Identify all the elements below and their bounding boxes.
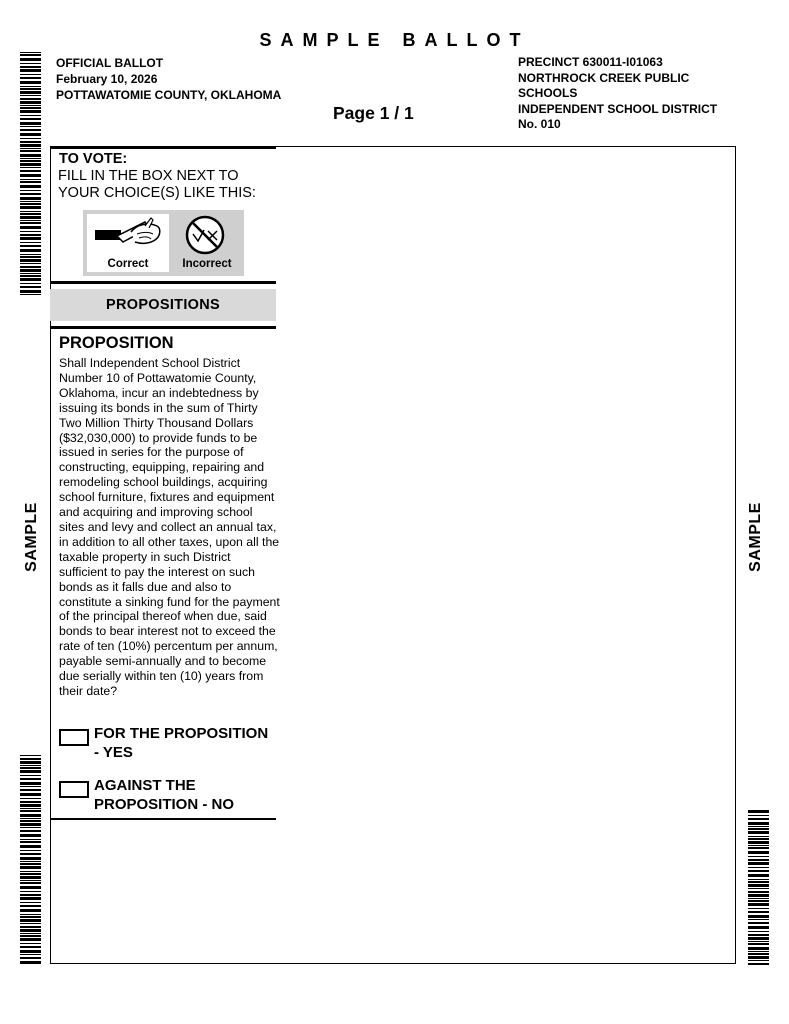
barcode-bar (748, 915, 769, 918)
barcode-bar (20, 923, 41, 924)
barcode-bar (20, 249, 41, 252)
barcode-bar (20, 804, 41, 807)
correct-label: Correct (107, 258, 149, 270)
barcode-bar (748, 856, 769, 857)
barcode-bar (20, 919, 41, 922)
district-name-line2: SCHOOLS (518, 86, 578, 101)
barcode-bar (748, 822, 769, 825)
contest-end-rule (50, 818, 276, 820)
vote-box-no[interactable] (59, 781, 89, 798)
barcode-bar (748, 908, 769, 909)
barcode-bar (748, 934, 769, 936)
barcode-bar (748, 818, 769, 820)
barcode-bar (20, 909, 41, 912)
barcode-bar (748, 867, 769, 868)
barcode-bar (20, 755, 41, 756)
barcode-bar (748, 903, 769, 906)
barcode-bar (20, 857, 41, 860)
barcode-bar (748, 956, 769, 959)
barcode-bar (20, 810, 41, 812)
barcode-bar (20, 222, 41, 224)
barcode-bar (20, 294, 41, 295)
barcode-bar (748, 900, 769, 902)
barcode-bar (20, 141, 41, 143)
barcode-bar (20, 101, 41, 104)
barcode-bar (748, 919, 769, 920)
barcode-bar (20, 197, 41, 200)
barcode-bar (20, 148, 41, 149)
barcode-bar (20, 69, 41, 72)
barcode-bar (20, 866, 41, 869)
barcode-bar (20, 193, 41, 195)
barcode-bar (20, 820, 41, 822)
barcode-bar (20, 761, 41, 764)
page-number: Page 1 / 1 (333, 103, 414, 123)
county-label: POTTAWATOMIE COUNTY, OKLAHOMA (56, 88, 282, 102)
barcode-bar (20, 74, 41, 75)
barcode-bar (20, 170, 41, 172)
barcode-bar (20, 801, 41, 803)
barcode-bar (20, 897, 41, 900)
barcode-bar (20, 118, 41, 120)
barcode-bar (20, 206, 41, 209)
prohibited-check-icon (173, 214, 241, 258)
barcode-bar (20, 853, 41, 855)
section-header: PROPOSITIONS (50, 289, 276, 321)
barcode-bar (20, 52, 41, 53)
barcode-bar (20, 63, 41, 64)
barcode-bar (748, 953, 769, 955)
barcode-bar (748, 941, 769, 942)
barcode-bar (20, 873, 41, 875)
barcode-bar (20, 122, 41, 125)
barcode-bar (20, 226, 41, 229)
column-top-rule (50, 146, 276, 149)
barcode-bar (20, 778, 41, 780)
barcode-bar (20, 789, 41, 791)
barcode-bar (20, 126, 41, 127)
barcode-bar (20, 154, 41, 157)
barcode-bottom-left (20, 755, 41, 966)
barcode-bar (748, 881, 769, 883)
barcode-bar (20, 160, 41, 162)
barcode-bar (748, 874, 769, 877)
barcode-bar (20, 107, 41, 109)
barcode-bar (20, 861, 41, 862)
barcode-bar (20, 110, 41, 113)
barcode-bar (20, 254, 41, 255)
barcode-bar (20, 174, 41, 177)
barcode-bar (20, 242, 41, 243)
barcode-bar (20, 882, 41, 884)
barcode-bar (20, 830, 41, 832)
barcode-bar (20, 758, 41, 760)
barcode-bar (20, 185, 41, 188)
barcode-bar (20, 105, 41, 106)
barcode-bar (20, 286, 41, 288)
barcode-bar (20, 115, 41, 116)
barcode-bar (20, 129, 41, 131)
barcode-bar (20, 66, 41, 68)
barcode-bar (20, 902, 41, 903)
barcode-bar (748, 911, 769, 913)
barcode-bar (20, 203, 41, 205)
barcode-bar (20, 98, 41, 100)
barcode-bar (748, 879, 769, 880)
barcode-bar (20, 237, 41, 240)
instructions-heading: TO VOTE: (59, 151, 128, 167)
barcode-bar (20, 818, 41, 819)
side-label-right: SAMPLE (747, 502, 764, 572)
barcode-bar (748, 891, 769, 893)
barcode-bar (20, 880, 41, 881)
barcode-bar (20, 91, 41, 94)
district-name-line3: INDEPENDENT SCHOOL DISTRICT (518, 101, 718, 116)
barcode-bar (748, 884, 769, 887)
barcode-bar (748, 931, 769, 932)
barcode-bar (20, 77, 41, 79)
barcode-bar (20, 266, 41, 268)
barcode-bar (20, 894, 41, 896)
barcode-bar (748, 815, 769, 816)
barcode-bar (20, 891, 41, 892)
side-label-left: SAMPLE (23, 502, 40, 572)
vote-box-yes[interactable] (59, 729, 89, 746)
barcode-bar (748, 847, 769, 849)
barcode-bar (20, 211, 41, 212)
barcode-bar (20, 81, 41, 84)
barcode-bar (748, 937, 769, 940)
official-ballot-label: OFFICIAL BALLOT (56, 56, 164, 70)
barcode-bar (20, 86, 41, 87)
barcode-bar (20, 914, 41, 915)
barcode-bar (20, 834, 41, 837)
barcode-bar (20, 850, 41, 851)
barcode-bar (20, 957, 41, 959)
barcode-bar (20, 905, 41, 907)
barcode-bar (748, 841, 769, 844)
proposition-title: PROPOSITION (59, 334, 174, 352)
district-name-line1: NORTHROCK CREEK PUBLIC (518, 70, 690, 85)
barcode-bar (20, 167, 41, 168)
barcode-bar (748, 870, 769, 872)
barcode-bar (20, 863, 41, 865)
barcode-bar (748, 851, 769, 854)
barcode-bar (748, 926, 769, 929)
barcode-bar (20, 876, 41, 879)
barcode-bar (20, 943, 41, 944)
barcode-bar (20, 765, 41, 766)
barcode-bar (20, 216, 41, 219)
barcode-bar (20, 926, 41, 928)
barcode-bar (20, 269, 41, 272)
choice-no-label: AGAINST THE PROPOSITION - NO (94, 777, 235, 813)
barcode-bar (748, 922, 769, 924)
barcode-bar (20, 190, 41, 191)
barcode-bar (20, 886, 41, 889)
barcode-bar (748, 943, 769, 945)
barcode-bar (20, 133, 41, 136)
choice-yes-label: FOR THE PROPOSITION - YES (94, 725, 269, 761)
barcode-bar (748, 810, 769, 813)
barcode-bar (20, 935, 41, 937)
barcode-bar (20, 871, 41, 872)
barcode-bar (20, 201, 41, 202)
barcode-bar (20, 946, 41, 948)
ballot-title: SAMPLE BALLOT (259, 30, 530, 50)
barcode-bar (20, 259, 41, 262)
barcode-bar (748, 826, 769, 827)
barcode-bar (748, 838, 769, 840)
barcode-bar (748, 960, 769, 961)
pen-marking-icon (87, 214, 169, 258)
barcode-bar (20, 220, 41, 221)
barcode-bar (20, 845, 41, 848)
barcode-bar (20, 290, 41, 293)
barcode-bar (748, 828, 769, 830)
barcode-bar (20, 770, 41, 773)
barcode-bar (20, 213, 41, 215)
incorrect-example (173, 214, 241, 272)
section-rule (50, 326, 276, 329)
barcode-bar (748, 836, 769, 837)
district-number: No. 010 (518, 117, 561, 132)
barcode-bar (748, 888, 769, 889)
barcode-bar (20, 88, 41, 90)
instructions-text: FILL IN THE BOX NEXT TO YOUR CHOICE(S) LIKE THIS: (58, 168, 256, 201)
precinct-label: PRECINCT 630011-I01063 (518, 55, 663, 69)
barcode-bar (20, 138, 41, 139)
barcode-bar (20, 179, 41, 180)
barcode-bar (748, 859, 769, 861)
barcode-bar (20, 163, 41, 166)
barcode-bar (20, 144, 41, 147)
instructions-rule (50, 281, 276, 284)
barcode-bar (20, 954, 41, 955)
barcode-bar (20, 961, 41, 964)
barcode-bar (20, 933, 41, 934)
barcode-bar (748, 947, 769, 950)
barcode-bar (20, 950, 41, 953)
ballot-header-left (56, 55, 281, 103)
barcode-bar (20, 95, 41, 96)
barcode-bar (748, 898, 769, 899)
barcode-bar (20, 814, 41, 817)
barcode-bar (20, 283, 41, 284)
barcode-bar (20, 273, 41, 274)
barcode-bar (20, 798, 41, 799)
barcode-top-left (20, 52, 41, 295)
barcode-bar (20, 839, 41, 840)
incorrect-label: Incorrect (182, 258, 232, 270)
barcode-bar (20, 256, 41, 258)
barcode-bar (20, 158, 41, 159)
proposition-text: Shall Independent School District Number 10 of Pottawatomie County, Oklahoma, incur an indebtedness by issuing its bonds in the sum of Thirty Two Million Thirty Thousand Dollars ($32,030,000) to provide funds to be issued in series for the purpose of constructing, equipping, repairing and remodeling school buildings, acquiring school furniture, fixtures and equipment and acquiring and improving school sites and levy and collect an annual tax, in addition to all other taxes, upon all the taxable property in such District sufficient to pay the interest on such bonds as it falls due and also to constitute a sinking fund for the payment of the principal thereof when due, said bonds to bear interest not to exceed the rate of ten (10%) percentum per annum, payable semi-annually and to become due serially within ten (10) years from their date? (59, 356, 280, 698)
barcode-bar (20, 234, 41, 236)
barcode-bar (20, 278, 41, 281)
barcode-bar (20, 938, 41, 941)
barcode-bar (20, 782, 41, 785)
barcode-bar (748, 831, 769, 834)
barcode-bar (20, 793, 41, 796)
barcode-bar (20, 827, 41, 828)
barcode-bar (20, 929, 41, 932)
ballot-header-right (518, 55, 748, 133)
barcode-bottom-right (748, 810, 769, 966)
barcode-bar (20, 808, 41, 809)
barcode-bar (748, 862, 769, 865)
barcode-bar (748, 845, 769, 846)
barcode-bar (20, 231, 41, 232)
barcode-bar (748, 951, 769, 952)
barcode-bar (20, 245, 41, 247)
barcode-bar (20, 54, 41, 56)
marking-example (83, 210, 244, 276)
barcode-bar (748, 894, 769, 897)
barcode-bar (20, 841, 41, 843)
barcode-bar (748, 963, 769, 965)
barcode-bar (20, 150, 41, 152)
election-date: February 10, 2026 (56, 72, 158, 86)
barcode-bar (20, 786, 41, 787)
barcode-bar (20, 263, 41, 264)
barcode-bar (20, 775, 41, 776)
barcode-bar (20, 916, 41, 918)
barcode-bar (20, 767, 41, 769)
barcode-bar (20, 58, 41, 61)
barcode-bar (20, 823, 41, 826)
correct-example (87, 214, 169, 272)
barcode-bar (20, 181, 41, 183)
barcode-bar (20, 275, 41, 277)
